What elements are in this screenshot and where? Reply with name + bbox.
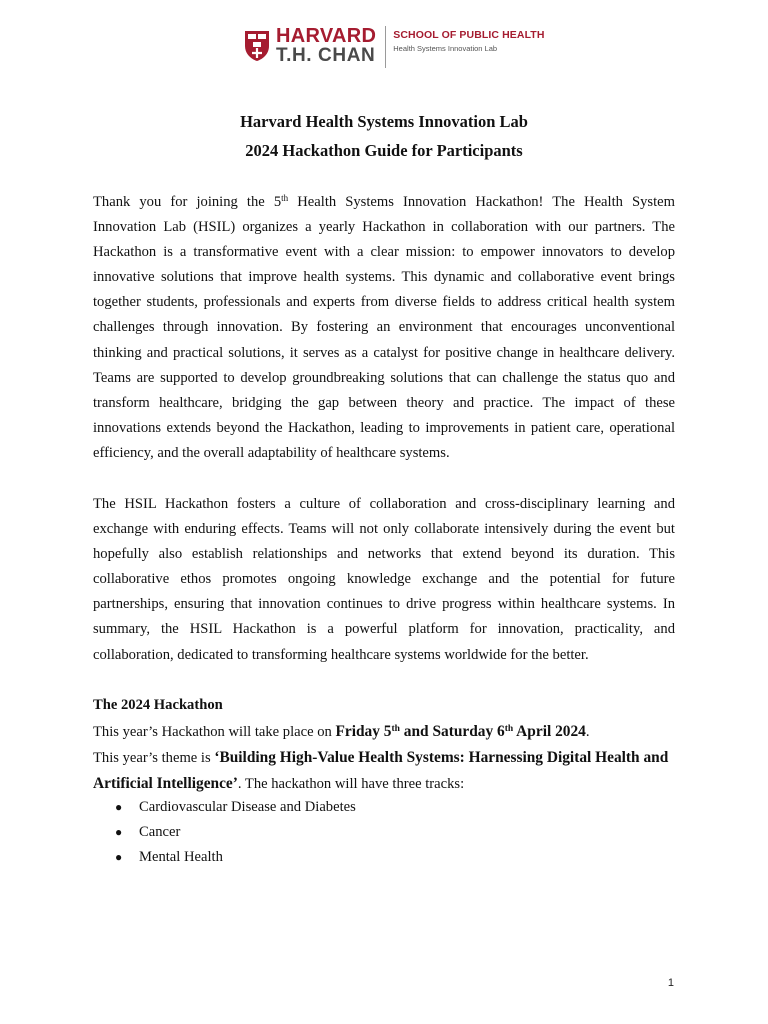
harvard-wordmark (276, 27, 376, 65)
tracks-list (0, 795, 768, 870)
school-name: SCHOOL OF PUBLIC HEALTH (393, 29, 545, 41)
list-item: ● Mental Health (0, 845, 768, 870)
harvard-shield-icon (244, 30, 270, 62)
bullet-icon: ● (115, 850, 123, 865)
bullet-icon: ● (115, 825, 123, 840)
date-line: This year’s Hackathon will take place on Friday 5th and Saturday 6th April 2024. (93, 723, 590, 740)
theme-line: This year’s theme is ‘Building High-Value Health Systems: Harnessing Digital Health and Artificial Intelligence’. The hackathon will have three tracks: (93, 749, 669, 793)
lab-name: Health Systems Innovation Lab (393, 44, 498, 53)
page-number: 1 (667, 977, 674, 989)
document-title: Harvard Health Systems Innovation Lab (240, 112, 528, 131)
brand-line-1: HARVARD (276, 25, 377, 47)
bullet-icon: ● (115, 800, 123, 814)
list-item: ● Cardiovascular Disease and Diabetes (0, 795, 768, 820)
section-heading: The 2024 Hackathon (93, 697, 223, 713)
document-subtitle: 2024 Hackathon Guide for Participants (245, 141, 523, 160)
harvard-chan-logo (244, 26, 545, 70)
theme-title: ‘Building High-Value Health Systems: Harnessing Digital Health and Artificial Intelligence’ (93, 749, 669, 793)
school-label (393, 29, 544, 53)
intro-paragraph: Thank you for joining the 5th Health Systems Innovation Hackathon! The Health System Innovation Lab (HSIL) organizes a yearly Hackathon in collaboration with our partners. The Hackathon is a transformative event with a clear mission: to empower innovators to develop innovative solutions that improve health systems. This dynamic and collaborative event brings together students, professionals and experts from diverse fields to address critical health system challenges through innovation. By fostering an environment that encourages unconventional thinking and practical solutions, it serves as a catalyst for positive change in healthcare delivery. Teams are supported to develop groundbreaking solutions that can challenge the status quo and transform healthcare, bridging the gap between theory and practice. The impact of these innovations extends beyond the Hackathon, leading to improvements in patient care, operational efficiency, and the overall adaptability of healthcare systems. (93, 193, 675, 461)
logo-divider (385, 26, 386, 68)
collaboration-paragraph: The HSIL Hackathon fosters a culture of collaboration and cross-disciplinary learning and exchange with enduring effects. Teams will not only collaborate intensively during the event but hopefully also establish relationships and networks that extend beyond its duration. This collaborative ethos promotes ongoing knowledge exchange and the potential for future partnerships, ensuring that innovation continues to drive progress within healthcare systems. In summary, the HSIL Hackathon is a powerful platform for innovation, practicality, and collaboration, dedicated to transforming healthcare systems worldwide for the better. (93, 496, 675, 663)
brand-line-2: T.H. CHAN (276, 45, 376, 66)
list-item: ● Cancer (0, 820, 768, 845)
